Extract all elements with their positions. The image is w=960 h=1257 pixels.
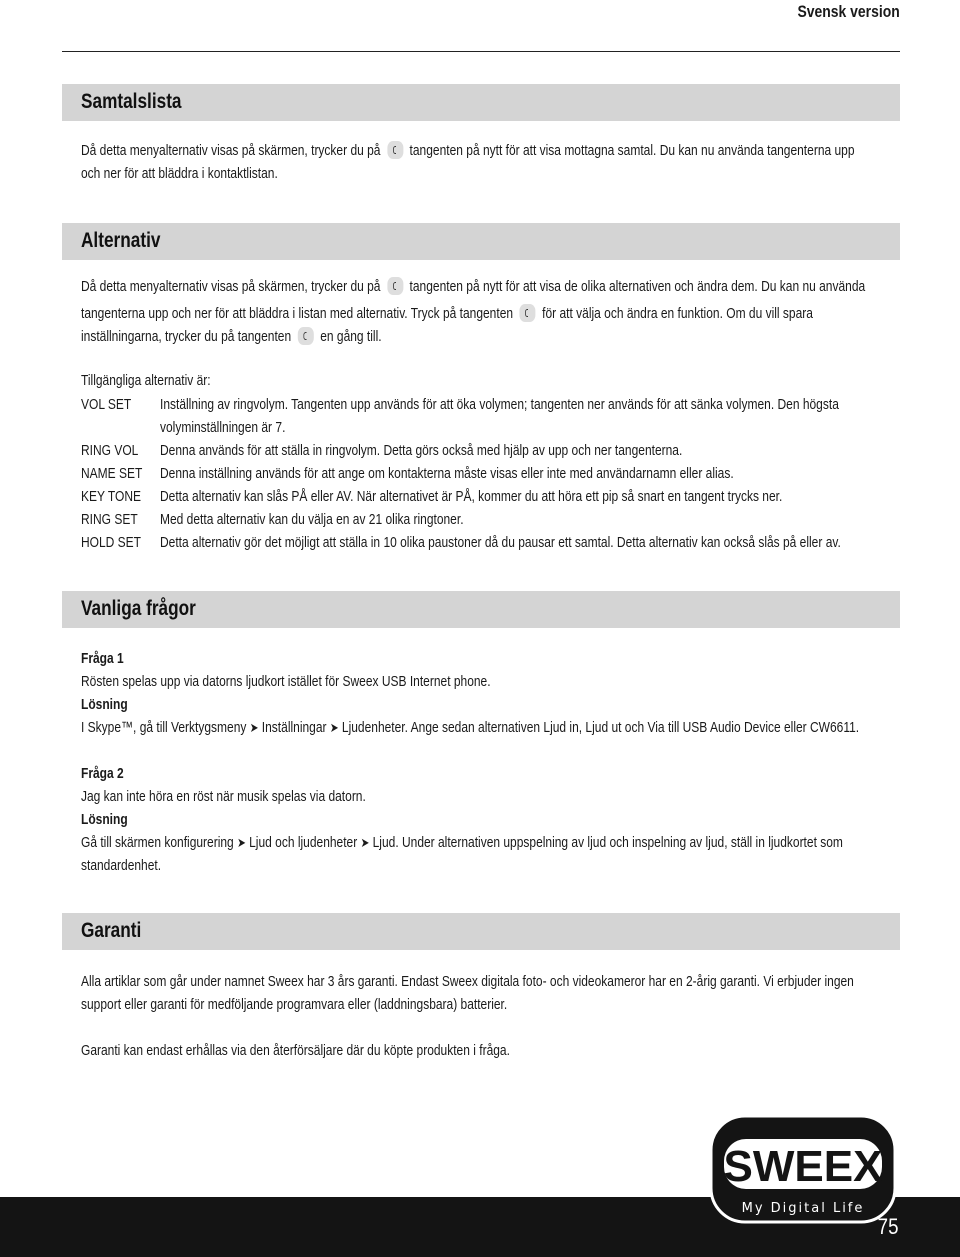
garanti-paragraph-line-2: support eller garanti för medföljande programvara eller (laddningsbara) batterier. [81,996,508,1013]
samtalslista-paragraph-line-2: och ner för att bläddra i kontaktlistan. [81,165,278,182]
option-key: KEY TONE [81,488,142,505]
option-key: RING VOL [81,442,139,459]
page-number: 75 [877,1214,898,1239]
call-key-icon [520,304,536,322]
call-key-icon [387,141,403,159]
option-key: VOL SET [81,396,132,413]
text-span: tangenten på nytt för att visa mottagna samtal. Du kan nu använda tangenterna upp [409,142,855,159]
garanti-paragraph-2: Garanti kan endast erhållas via den återförsäljare där du köpte produkten i fråga. [81,1042,510,1059]
option-desc: Med detta alternativ kan du välja en av 21 olika ringtoner. [160,511,464,528]
arrow-icon: ➤ [329,720,339,735]
text-span: Ljud och ljudenheter [249,834,358,851]
text-span: Ljud. Under alternativen uppspelning av ljud och inspelning av ljud, ställ in ljudkortet som [372,834,843,851]
option-key: NAME SET [81,465,143,482]
call-key-icon [387,277,403,295]
page-header [62,0,900,52]
alternativ-line-1 [81,275,865,298]
faq-solution-1-label: Lösning [81,696,128,713]
text-span: Gå till skärmen konfigurering [81,834,234,851]
svg-text:SWEEX: SWEEX [723,1142,883,1191]
faq-question-1-label: Fråga 1 [81,650,124,667]
faq-solution-1-text [81,716,859,739]
faq-question-1-text: Rösten spelas upp via datorns ljudkort istället för Sweex USB Internet phone. [81,673,491,690]
available-options-intro: Tillgängliga alternativ är: [81,372,211,389]
option-desc: Denna används för att ställa in ringvolym. Detta görs också med hjälp av upp och ner tangenterna. [160,442,683,459]
arrow-icon: ➤ [360,835,370,850]
garanti-paragraph-line-1: Alla artiklar som går under namnet Sweex har 3 års garanti. Endast Sweex digitala foto- och videokameror har en 2-årig garanti. Vi erbjuder ingen [81,973,854,990]
text-span: en gång till. [320,328,382,345]
alternativ-line-2 [81,302,813,325]
sweex-logo [708,1113,898,1225]
header-title: Svensk version [797,2,900,21]
text-span: tangenten på nytt för att visa de olika alternativen och ändra dem. Du kan nu använda [409,278,866,295]
arrow-icon: ➤ [237,835,246,850]
text-span: inställningarna, trycker du på tangenten [81,328,292,345]
faq-solution-2-text-cont: standardenhet. [81,857,162,874]
text-span: Då detta menyalternativ visas på skärmen, trycker du på [81,142,381,159]
faq-solution-2-label: Lösning [81,811,128,828]
section-garanti-bar [62,913,900,950]
faq-solution-2-text [81,831,843,854]
text-span: för att välja och ändra en funktion. Om du vill spara [542,305,813,322]
option-key: RING SET [81,511,138,528]
text-span: Då detta menyalternativ visas på skärmen, trycker du på [81,278,381,295]
section-heading: Garanti [81,919,142,942]
text-span: I Skype™, gå till Verktygsmeny [81,719,247,736]
text-span: Ljudenheter. Ange sedan alternativen Ljud in, Ljud ut och Via till USB Audio Device eller CW6611. [341,719,860,736]
arrow-icon: ➤ [249,720,259,735]
option-key: HOLD SET [81,534,142,551]
samtalslista-paragraph-line-1 [81,139,855,162]
svg-text:My Digital Life: My Digital Life [741,1201,865,1216]
faq-question-2-text: Jag kan inte höra en röst när musik spelas via datorn. [81,788,366,805]
sweex-logo-graphic [708,1113,898,1225]
section-samtalslista-bar [62,84,900,121]
alternativ-line-3 [81,325,382,348]
option-desc: Detta alternativ gör det möjligt att ställa in 10 olika paustoner då du pausar ett samtal. Detta alternativ kan också slås på eller av. [160,534,841,551]
option-desc: Inställning av ringvolym. Tangenten upp används för att öka volymen; tangenten ner används för att sänka volymen. Den högsta [160,396,839,413]
faq-question-2-label: Fråga 2 [81,765,124,782]
section-heading: Samtalslista [81,90,182,113]
section-alternativ-bar [62,223,900,260]
option-desc: Denna inställning används för att ange om kontakterna måste visas eller inte med användarnamn eller alias. [160,465,734,482]
text-span: tangenterna upp och ner för att bläddra i listan med alternativ. Tryck på tangenten [81,305,514,322]
option-desc: volyminställningen är 7. [160,419,286,436]
call-key-icon [298,327,314,345]
option-desc: Detta alternativ kan slås PÅ eller AV. När alternativet är PÅ, kommer du att höra ett pip så snart en tangent trycks ner. [160,488,783,505]
section-faq-bar [62,591,900,628]
section-heading: Vanliga frågor [81,597,196,620]
section-heading: Alternativ [81,229,161,252]
text-span: Inställningar [261,719,327,736]
